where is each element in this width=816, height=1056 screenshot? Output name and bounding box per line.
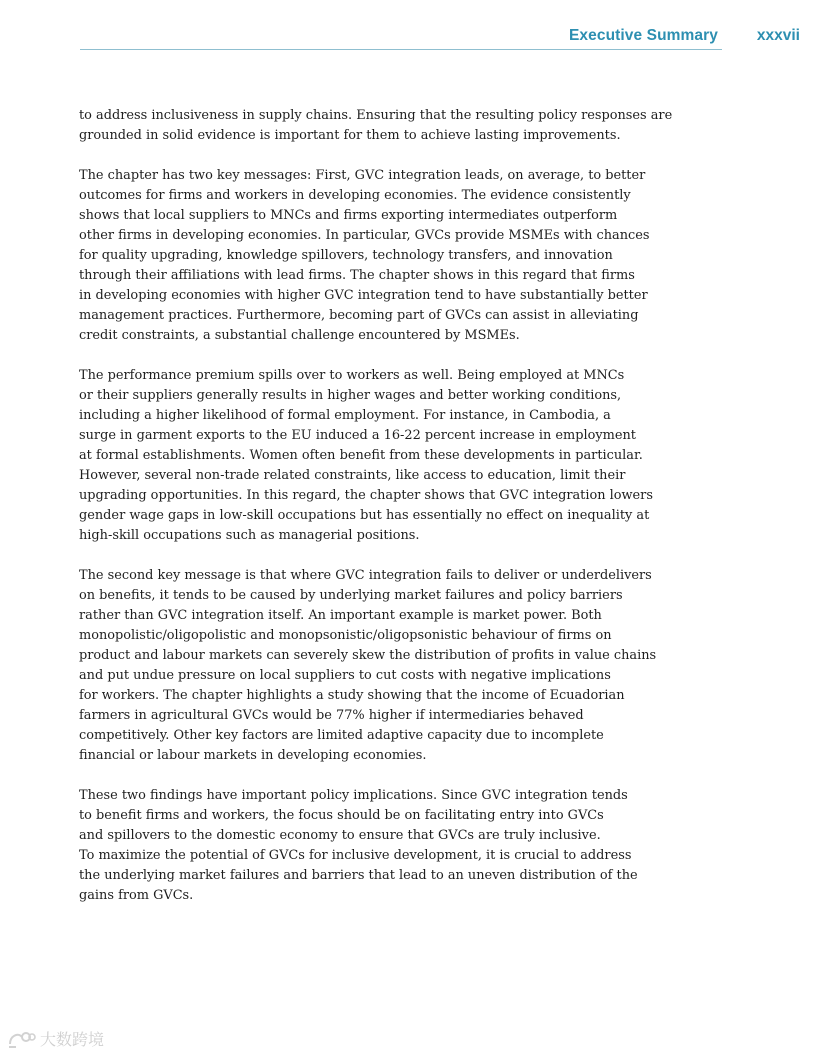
body-text xyxy=(79,106,673,926)
text-line: to address inclusiveness in supply chains. Ensuring that the resulting policy responses are xyxy=(79,108,673,123)
text-line: shows that local suppliers to MNCs and firms exporting intermediates outperform xyxy=(79,208,618,223)
text-line: surge in garment exports to the EU induced a 16-22 percent increase in employment xyxy=(79,428,636,443)
text-line: farmers in agricultural GVCs would be 77% higher if intermediaries behaved xyxy=(79,708,584,723)
text-line: in developing economies with higher GVC integration tend to have substantially better xyxy=(79,288,648,303)
paragraph-continuation xyxy=(79,106,673,146)
text-line: The chapter has two key messages: First, GVC integration leads, on average, to better xyxy=(79,168,646,183)
text-line: rather than GVC integration itself. An important example is market power. Both xyxy=(79,608,602,623)
text-line: monopolistic/oligopolistic and monopsonistic/oligopsonistic behaviour of firms on xyxy=(79,628,612,643)
text-line: financial or labour markets in developing economies. xyxy=(79,748,427,763)
text-line: and put undue pressure on local suppliers to cut costs with negative implications xyxy=(79,668,611,683)
page-number: xxxvii xyxy=(756,27,800,44)
text-line: gains from GVCs. xyxy=(79,888,194,903)
text-line: However, several non-trade related constraints, like access to education, limit their xyxy=(79,468,626,483)
text-line: and spillovers to the domestic economy to ensure that GVCs are truly inclusive. xyxy=(79,828,601,843)
text-line: at formal establishments. Women often benefit from these developments in particular. xyxy=(79,448,643,463)
paragraph-second-message xyxy=(79,566,657,766)
watermark xyxy=(6,1027,104,1050)
text-line: including a higher likelihood of formal employment. For instance, in Cambodia, a xyxy=(79,408,611,423)
paragraph-key-messages xyxy=(79,166,650,346)
text-line: grounded in solid evidence is important for them to achieve lasting improvements. xyxy=(79,128,621,143)
paragraph-workers xyxy=(79,366,653,546)
text-line: upgrading opportunities. In this regard, the chapter shows that GVC integration lowers xyxy=(79,488,653,503)
watermark-text: 大数跨境 xyxy=(40,1030,105,1049)
text-line: product and labour markets can severely skew the distribution of profits in value chains xyxy=(79,648,657,663)
header-rule xyxy=(80,49,722,50)
text-line: To maximize the potential of GVCs for inclusive development, it is crucial to address xyxy=(79,848,632,863)
text-line: to benefit firms and workers, the focus should be on facilitating entry into GVCs xyxy=(79,808,604,823)
text-line: for quality upgrading, knowledge spillovers, technology transfers, and innovation xyxy=(79,248,613,263)
text-line: on benefits, it tends to be caused by underlying market failures and policy barriers xyxy=(79,588,623,603)
paragraph-policy-implications xyxy=(79,786,639,906)
text-line: through their affiliations with lead firms. The chapter shows in this regard that firms xyxy=(79,268,635,283)
text-line: gender wage gaps in low-skill occupations but has essentially no effect on inequality at xyxy=(79,508,650,523)
text-line: other firms in developing economies. In particular, GVCs provide MSMEs with chances xyxy=(79,228,650,243)
text-line: These two findings have important policy implications. Since GVC integration tends xyxy=(79,788,628,803)
text-line: management practices. Furthermore, becoming part of GVCs can assist in alleviating xyxy=(79,308,639,323)
running-header xyxy=(80,26,800,52)
text-line: credit constraints, a substantial challenge encountered by MSMEs. xyxy=(79,328,520,343)
text-line: The performance premium spills over to workers as well. Being employed at MNCs xyxy=(79,368,625,383)
text-line: high-skill occupations such as managerial positions. xyxy=(79,528,420,543)
text-line: competitively. Other key factors are limited adaptive capacity due to incomplete xyxy=(79,728,604,743)
section-title: Executive Summary xyxy=(568,27,718,44)
text-line: the underlying market failures and barriers that lead to an uneven distribution of the xyxy=(79,868,638,883)
text-line: or their suppliers generally results in higher wages and better working conditions, xyxy=(79,388,622,403)
text-line: The second key message is that where GVC integration fails to deliver or underdelivers xyxy=(79,568,652,583)
text-line: for workers. The chapter highlights a study showing that the income of Ecuadorian xyxy=(79,688,625,703)
text-line: outcomes for firms and workers in developing economies. The evidence consistently xyxy=(79,188,631,203)
watermark-logo-icon xyxy=(6,1028,36,1050)
